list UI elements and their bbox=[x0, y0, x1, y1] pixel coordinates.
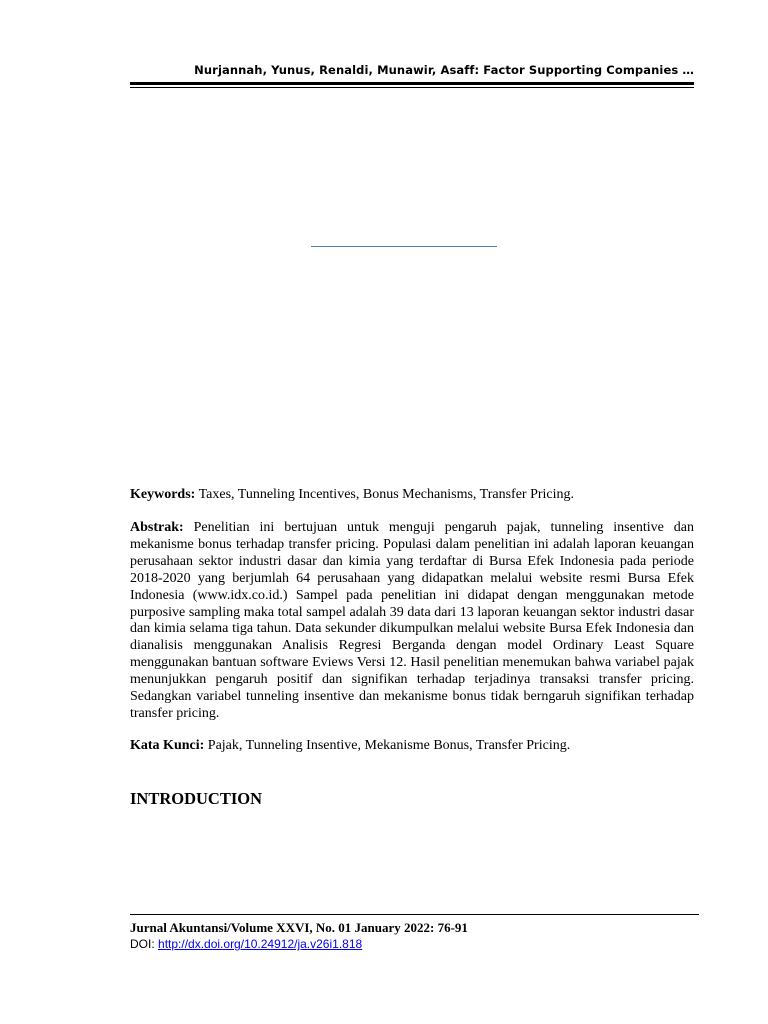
decorative-blue-line bbox=[311, 246, 497, 247]
header-rule-thick bbox=[130, 82, 694, 85]
doi-link[interactable]: http://dx.doi.org/10.24912/ja.v26i1.818 bbox=[158, 937, 363, 951]
abstract-label: Abstrak: bbox=[130, 520, 184, 535]
footer-rule bbox=[130, 914, 699, 915]
running-header: Nurjannah, Yunus, Renaldi, Munawir, Asaff: Factor Supporting Companies … bbox=[194, 63, 694, 77]
kata-kunci-paragraph bbox=[130, 738, 694, 755]
abstract-paragraph bbox=[130, 520, 694, 723]
doi-line bbox=[130, 937, 362, 951]
keywords-label: Keywords: bbox=[130, 487, 196, 502]
keywords-paragraph bbox=[130, 487, 694, 504]
kata-kunci-label: Kata Kunci: bbox=[130, 738, 205, 753]
header-rule-thin bbox=[130, 87, 694, 88]
abstract-text: Penelitian ini bertujuan untuk menguji pengaruh pajak, tunneling insentive dan mekanisme bonus terhadap transfer pricing. Populasi dalam penelitian ini adalah laporan keuangan perusahaan sektor industri dasar dan kimia yang terdaftar di Bursa Efek Indonesia pada periode 2018-2020 yang berjumlah 64 perusahaan yang didapatkan melalui website resmi Bursa Efek Indonesia (www.idx.co.id.) Sampel pada penelitian ini didapat dengan menggunakan metode purposive sampling maka total sampel adalah 39 data dari 13 laporan keuangan sektor industri dasar dan kimia selama tiga tahun. Data sekunder dikumpulkan melalui website Bursa Efek Indonesia dan dianalisis menggunakan Analisis Regresi Berganda dengan model Ordinary Least Square menggunakan bantuan software Eviews Versi 12. Hasil penelitian menemukan bahwa variabel pajak menunjukkan pengaruh positif dan signifikan terhadap terjadinya transaksi transfer pricing. Sedangkan variabel tunneling insentive dan mekanisme bonus tidak berngaruh signifikan terhadap transfer pricing. bbox=[130, 520, 694, 721]
doi-label: DOI: bbox=[130, 937, 159, 951]
journal-citation: Jurnal Akuntansi/Volume XXVI, No. 01 January 2022: 76-91 bbox=[130, 920, 468, 935]
kata-kunci-text: Pajak, Tunneling Insentive, Mekanisme Bonus, Transfer Pricing. bbox=[204, 738, 571, 753]
keywords-text: Taxes, Tunneling Incentives, Bonus Mechanisms, Transfer Pricing. bbox=[195, 487, 575, 502]
section-heading: INTRODUCTION bbox=[130, 789, 263, 808]
